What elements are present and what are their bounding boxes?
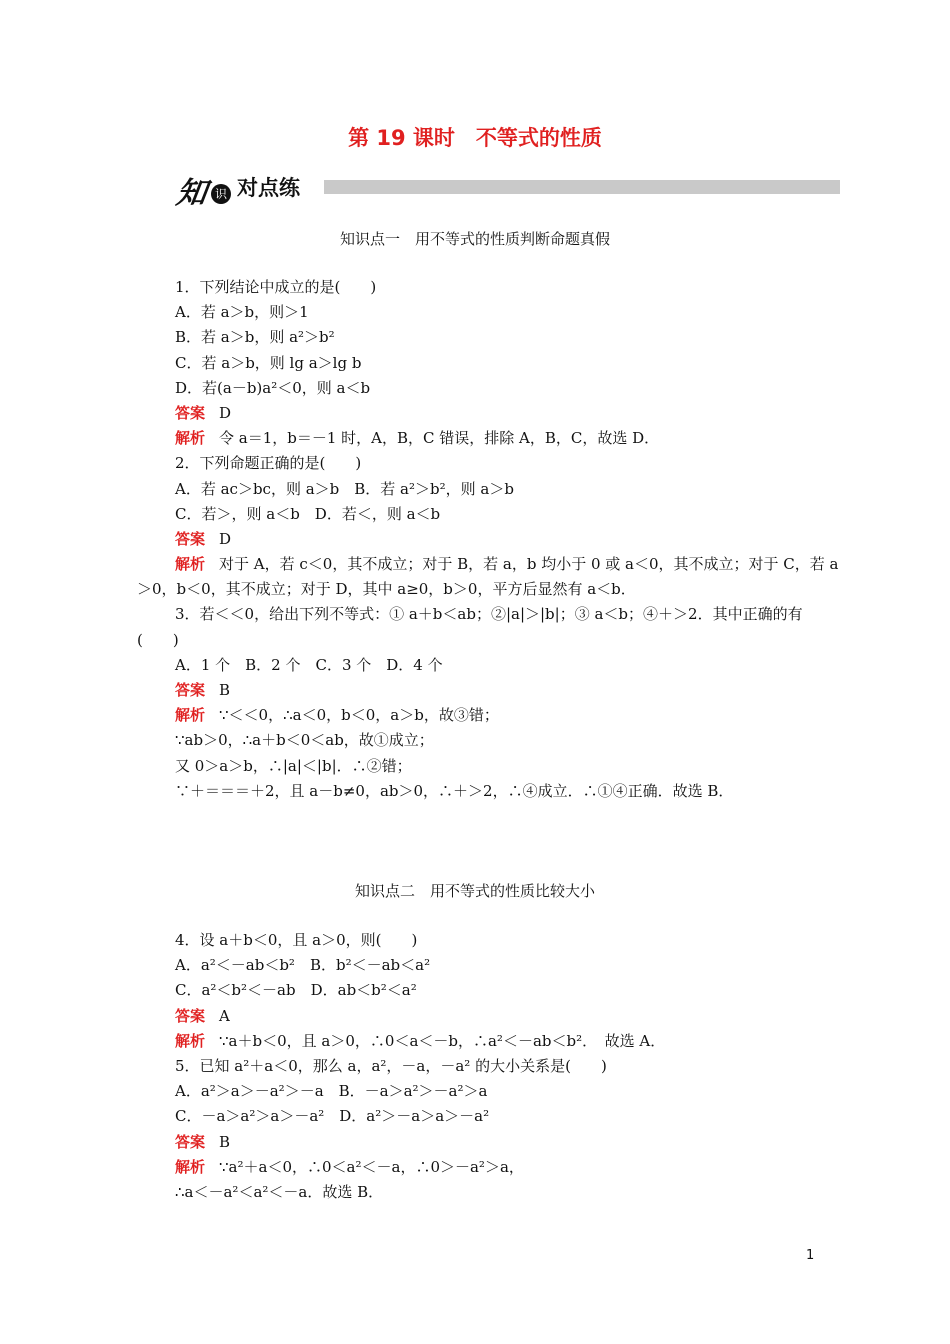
analysis-label: 解析 [175,555,206,574]
banner-divider-bar [324,180,840,194]
analysis-line: ∴a＜－a²＜a²＜－a．故选 B． [175,1182,384,1201]
analysis-label: 解析 [175,1031,206,1050]
answer-label: 答案 [175,403,206,422]
option-line: A．a²＜－ab＜b² B．b²＜－ab＜a² [175,956,431,975]
answer-line [175,527,840,552]
answer-label: 答案 [175,529,206,548]
analysis-continuation: ＞0，b＜0，其不成立；对于 D，其中 a≥0，b＞0，平方后显然有 a＜b． [137,580,636,599]
question-continuation: ( ) [137,630,179,649]
banner-logo-badge: 识 [211,184,231,204]
analysis-line [175,426,840,451]
option-line: A．1 个 B．2 个 C．3 个 D．4 个 [175,655,443,674]
answer-label: 答案 [175,1132,206,1151]
question-line: 5．已知 a²＋a＜0，那么 a，a²，－a，－a² 的大小关系是( ) [175,1056,607,1075]
answer-line [175,1130,840,1155]
answer-value: B [219,1132,231,1151]
analysis-text: ∵a＋b＜0，且 a＞0，∴0＜a＜－b，∴a²＜－ab＜b²． 故选 A． [219,1031,666,1050]
banner-label: 对点练 [237,176,300,200]
answer-line [175,678,840,703]
analysis-line: ∵＋＝＝＝＋2，且 a－b≠0，ab＞0，∴＋＞2，∴④成立．∴①④正确．故选 B． [175,781,734,800]
analysis-line [175,552,840,577]
question-line: 4．设 a＋b＜0，且 a＞0，则( ) [175,931,418,949]
analysis-text: ∵＜＜0，∴a＜0，b＜0，a＞b，故③错； [219,706,499,725]
analysis-label: 解析 [175,429,206,448]
analysis-line [175,1155,840,1180]
option-line: C．若＞，则 a＜b D．若＜，则 a＜b [175,504,441,523]
answer-line [175,1004,840,1029]
analysis-label: 解析 [175,706,206,725]
analysis-line [175,703,840,728]
analysis-line: ∵ab＞0，∴a＋b＜0＜ab，故①成立； [175,731,434,750]
option-line: A．若 ac＞bc，则 a＞b B．若 a²＞b²，则 a＞b [175,479,514,498]
analysis-line: 又 0＞a＞b，∴|a|＜|b|．∴②错； [175,756,412,775]
option-line: B．若 a＞b，则 a²＞b² [175,328,335,347]
practice-banner [174,168,840,211]
option-line: C．若 a＞b，则 lg a＞lg b [175,353,362,372]
answer-value: D [219,403,232,422]
analysis-line [175,1029,840,1054]
answer-label: 答案 [175,681,206,699]
option-line: A．a²＞a＞－a²＞－a B．－a＞a²＞－a²＞a [175,1082,488,1101]
section1-heading: 知识点一 用不等式的性质判断命题真假 [339,230,610,248]
answer-label: 答案 [175,1006,206,1025]
answer-value: B [219,681,231,699]
banner-logo-char: 知 [174,176,209,211]
question-line: 1．下列结论中成立的是( ) [175,278,377,296]
lesson-title: 第 19 课时 不等式的性质 [348,126,602,150]
option-line: A．若 a＞b，则＞1 [175,303,309,322]
section2-body [175,928,840,1205]
section2-heading: 知识点二 用不等式的性质比较大小 [354,882,595,900]
option-line: C．a²＜b²＜－ab D．ab＜b²＜a² [175,981,417,1000]
section1-body [137,275,840,804]
analysis-text: ∵a²＋a＜0，∴0＜a²＜－a，∴0＞－a²＞a， [219,1157,524,1176]
answer-value: A [219,1006,230,1025]
analysis-text: 对于 A，若 c＜0，其不成立；对于 B，若 a，b 均小于 0 或 a＜0，其不成立；对于 C，若 a [219,555,839,574]
answer-value: D [219,529,232,548]
analysis-text: 令 a＝1，b＝－1 时，A，B，C 错误，排除 A，B，C，故选 D． [219,429,660,448]
page-number: 1 [806,1248,815,1263]
analysis-label: 解析 [175,1157,206,1176]
option-line: C．－a＞a²＞a＞－a² D．a²＞－a＞a＞－a² [175,1107,490,1126]
answer-line [175,401,840,426]
option-line: D．若(a－b)a²＜0，则 a＜b [175,378,371,397]
question-line: 2．下列命题正确的是( ) [175,454,362,473]
question-line: 3．若＜＜0，给出下列不等式：① a＋b＜ab；②|a|＞|b|；③ a＜b；④＋＞2．其中正确的有 [175,605,803,624]
